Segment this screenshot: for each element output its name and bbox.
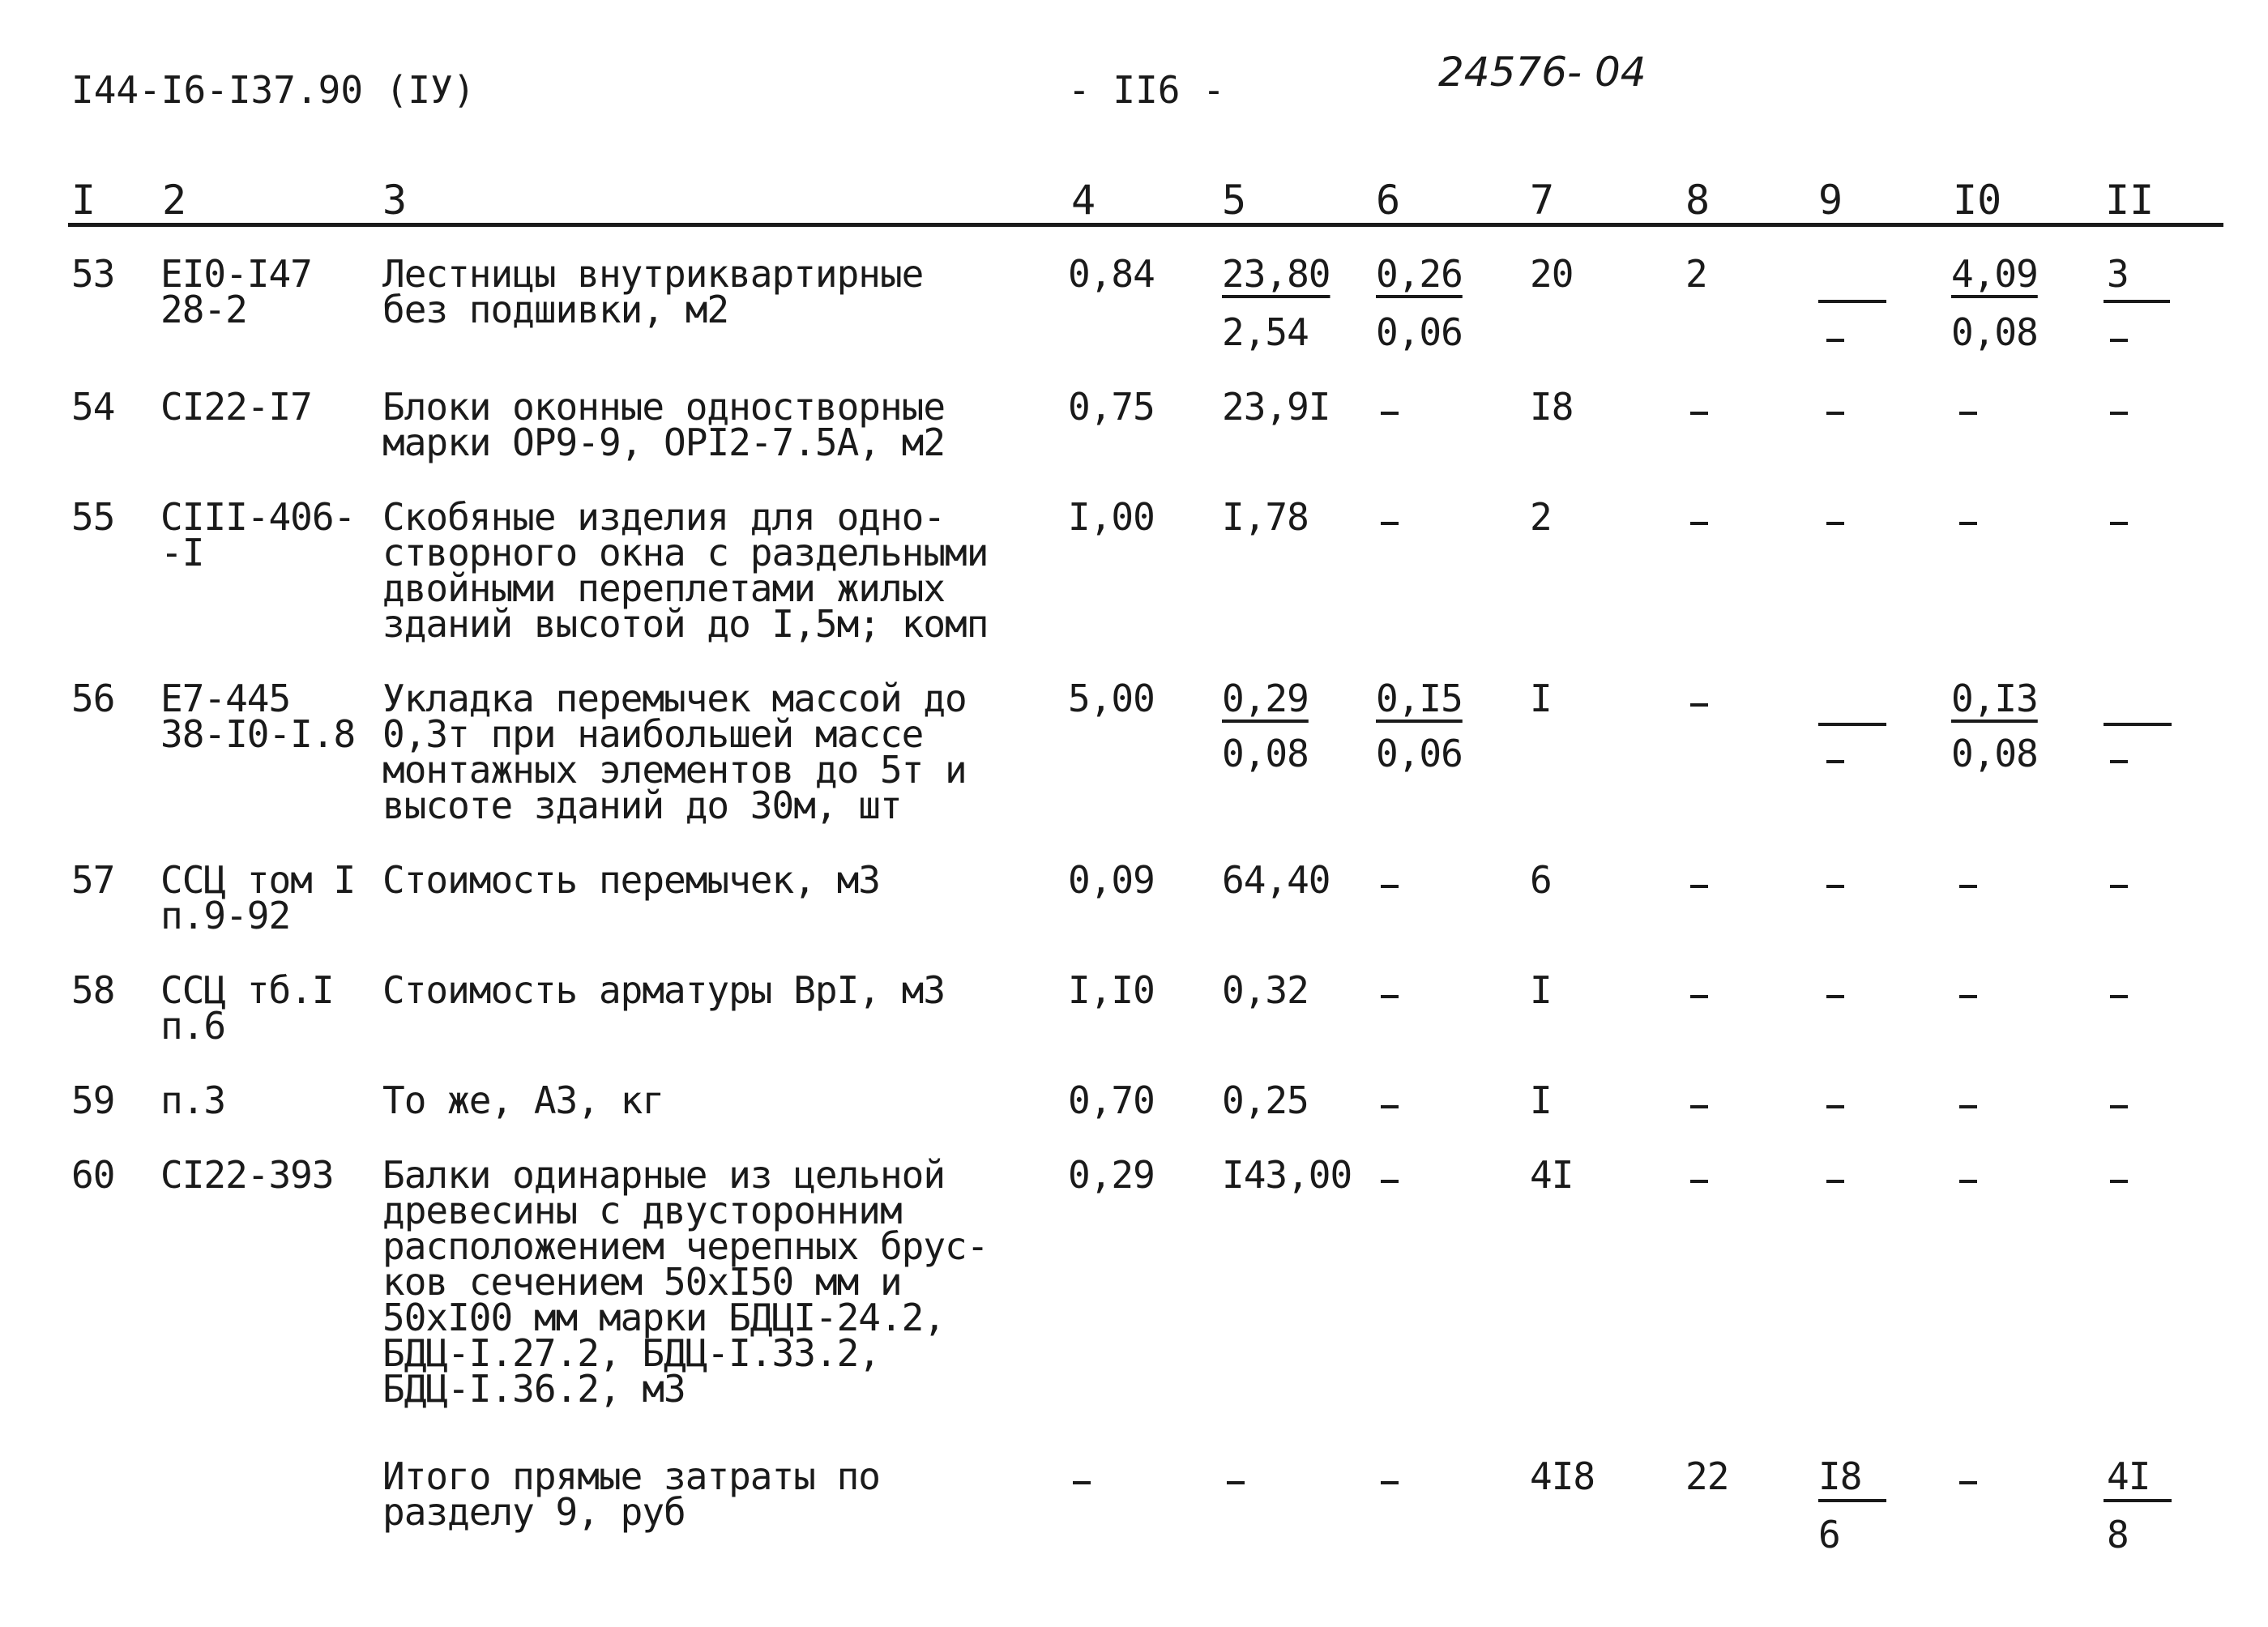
row-col5: I43,00 <box>1222 1153 1352 1197</box>
dash <box>2110 995 2128 998</box>
row-col5: I,78 <box>1222 495 1309 539</box>
col-header-5: 5 <box>1222 177 1247 224</box>
dash <box>1690 885 1708 888</box>
dash <box>1959 1180 1977 1183</box>
row-description: Лестницы внутриквартирные без подшивки, м2 <box>382 252 924 331</box>
row-col4: 0,09 <box>1068 858 1155 902</box>
dash <box>1959 995 1977 998</box>
row-description: Укладка перемычек массой до 0,3т при наибольшей массе монтажных элементов до 5т и высоте зданий до 30м, шт <box>382 677 967 827</box>
row-col10-sub: 0,08 <box>1951 732 2038 775</box>
dash-underline <box>2104 300 2170 303</box>
row-code: CI22-I7 <box>160 385 312 429</box>
dash <box>1826 1105 1844 1108</box>
dash <box>1690 1105 1708 1108</box>
row-col5: 0,32 <box>1222 968 1309 1012</box>
dash <box>2110 339 2128 342</box>
row-col4: 0,29 <box>1068 1153 1155 1197</box>
dash <box>1826 339 1844 342</box>
dash <box>1959 885 1977 888</box>
row-col7: 6 <box>1530 858 1552 902</box>
col-header-1: I <box>71 177 96 224</box>
dash <box>1959 1105 1977 1108</box>
dash <box>1381 1180 1399 1183</box>
row-code: ССЦ том I п.9-92 <box>160 858 356 937</box>
dash <box>1227 1481 1245 1484</box>
dash-underlined <box>1818 300 1886 303</box>
col-header-3: 3 <box>382 177 408 224</box>
handwritten-number: 24576- 04 <box>1438 49 1647 96</box>
row-description: Скобяные изделия для одно- створного окна с раздельными двойными переплетами жилых зданий высотой до I,5м; комп <box>382 495 989 646</box>
row-col7: 2 <box>1530 495 1552 539</box>
dash <box>1826 760 1844 763</box>
row-col10: 4,09 <box>1951 252 2038 296</box>
row-number: 56 <box>71 677 115 720</box>
dash <box>2110 412 2128 415</box>
row-number: 55 <box>71 495 115 539</box>
row-col7: I <box>1530 677 1552 720</box>
row-col6: 0,I5 <box>1376 677 1463 720</box>
dash-underlined <box>2104 723 2172 726</box>
row-col11: 3 <box>2107 252 2129 296</box>
col-header-9: 9 <box>1818 177 1843 224</box>
total-col8: 22 <box>1685 1454 1729 1498</box>
dash <box>1690 522 1708 525</box>
row-col4: 0,70 <box>1068 1078 1155 1122</box>
col-header-7: 7 <box>1530 177 1555 224</box>
row-col5: 64,40 <box>1222 858 1330 902</box>
total-col7: 4I8 <box>1530 1454 1595 1498</box>
dash <box>2110 1105 2128 1108</box>
dash <box>1826 1180 1844 1183</box>
row-description: Блоки оконные одностворные марки ОР9-9, ОРI2-7.5А, м2 <box>382 385 946 464</box>
total-col9: I8 <box>1818 1454 1862 1498</box>
col-header-10: I0 <box>1953 177 2002 224</box>
dash <box>1826 885 1844 888</box>
dash <box>1381 885 1399 888</box>
row-col5: 23,80 <box>1222 252 1330 296</box>
dash <box>1381 1105 1399 1108</box>
row-col5: 23,9I <box>1222 385 1330 429</box>
dash <box>1381 995 1399 998</box>
row-col4: 0,75 <box>1068 385 1155 429</box>
row-number: 53 <box>71 252 115 296</box>
dash <box>2110 1180 2128 1183</box>
dash <box>1690 1180 1708 1183</box>
row-description: Стоимость перемычек, м3 <box>382 858 880 902</box>
dash <box>2110 760 2128 763</box>
dash <box>1381 1481 1399 1484</box>
dash <box>2110 885 2128 888</box>
total-col11-underline <box>2104 1499 2172 1502</box>
col-header-11: II <box>2105 177 2155 224</box>
row-col4: 5,00 <box>1068 677 1155 720</box>
dash <box>1826 522 1844 525</box>
col-header-8: 8 <box>1685 177 1711 224</box>
row-code: ССЦ тб.I п.6 <box>160 968 334 1048</box>
row-col7: I8 <box>1530 385 1574 429</box>
doc-code: I44-I6-I37.90 (IУ) <box>71 68 476 112</box>
row-number: 60 <box>71 1153 115 1197</box>
dash <box>1959 412 1977 415</box>
row-col7: 20 <box>1530 252 1574 296</box>
col-header-4: 4 <box>1071 177 1096 224</box>
row-col4: 0,84 <box>1068 252 1155 296</box>
row-col7: I <box>1530 1078 1552 1122</box>
row-col10: 0,I3 <box>1951 677 2038 720</box>
row-col6-sub: 0,06 <box>1376 732 1463 775</box>
row-description: То же, А3, кг <box>382 1078 664 1122</box>
total-col9-sub: 6 <box>1818 1513 1840 1557</box>
dash <box>1690 703 1708 707</box>
row-code: п.3 <box>160 1078 226 1122</box>
row-number: 57 <box>71 858 115 902</box>
dash-underlined <box>1818 723 1886 726</box>
row-col5: 0,25 <box>1222 1078 1309 1122</box>
row-number: 54 <box>71 385 115 429</box>
row-code: EI0-I47 28-2 <box>160 252 312 331</box>
row-number: 59 <box>71 1078 115 1122</box>
total-col11-sub: 8 <box>2107 1513 2129 1557</box>
col-header-6: 6 <box>1376 177 1401 224</box>
row-col10-sub: 0,08 <box>1951 310 2038 354</box>
row-code: CIII-406- -I <box>160 495 356 574</box>
row-col4: I,00 <box>1068 495 1155 539</box>
total-description: Итого прямые затраты по разделу 9, руб <box>382 1454 880 1534</box>
dash <box>1381 412 1399 415</box>
row-col7: 4I <box>1530 1153 1574 1197</box>
row-col5-sub: 2,54 <box>1222 310 1309 354</box>
row-col5-sub: 0,08 <box>1222 732 1309 775</box>
row-col5: 0,29 <box>1222 677 1309 720</box>
total-col11: 4I <box>2107 1454 2151 1498</box>
row-col8: 2 <box>1685 252 1707 296</box>
total-col9-underline <box>1818 1499 1886 1502</box>
page-number: - II6 - <box>1068 68 1225 112</box>
row-number: 58 <box>71 968 115 1012</box>
row-col6: 0,26 <box>1376 252 1463 296</box>
row-description: Балки одинарные из цельной древесины с двусторонним расположением черепных брус- ков сечением 50хI50 мм и 50хI00 мм марки БДЦI-24.2, БДЦ-I.27.2, БДЦ-I.33.2, БДЦ-I.36.2, м3 <box>382 1153 989 1411</box>
dash <box>1073 1481 1091 1484</box>
row-col4: I,I0 <box>1068 968 1155 1012</box>
dash <box>1690 412 1708 415</box>
dash <box>1381 522 1399 525</box>
row-description: Стоимость арматуры ВрI, м3 <box>382 968 946 1012</box>
header-rule <box>68 223 2223 227</box>
row-code: CI22-393 <box>160 1153 334 1197</box>
col-header-2: 2 <box>162 177 187 224</box>
row-col6-sub: 0,06 <box>1376 310 1463 354</box>
dash <box>1959 522 1977 525</box>
dash <box>1826 995 1844 998</box>
dash <box>2110 522 2128 525</box>
row-col7: I <box>1530 968 1552 1012</box>
dash <box>1826 412 1844 415</box>
dash <box>1690 995 1708 998</box>
dash <box>1959 1481 1977 1484</box>
row-code: E7-445 38-I0-I.8 <box>160 677 356 756</box>
